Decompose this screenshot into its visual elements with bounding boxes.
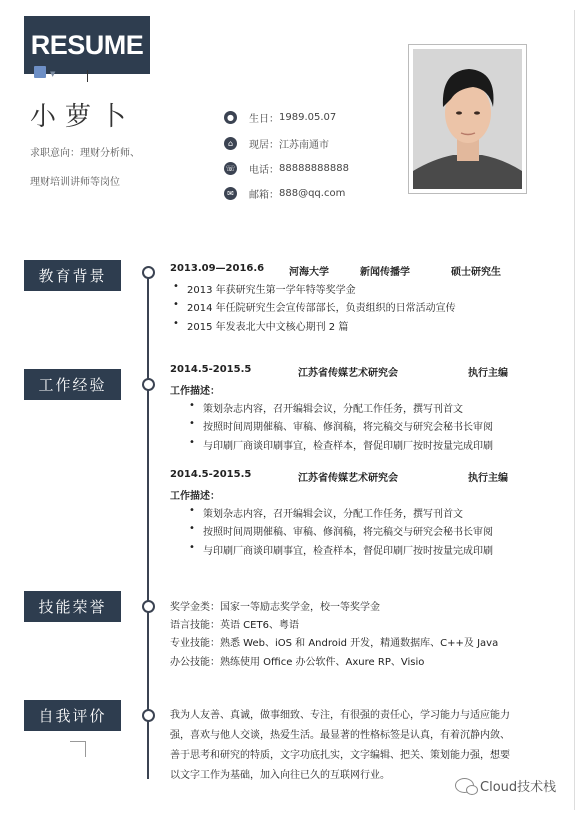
contact-value: 88888888888	[279, 162, 349, 174]
section-title: 技能荣誉	[38, 598, 107, 616]
contact-value: 1989.05.07	[279, 111, 337, 123]
skill-row	[170, 653, 424, 668]
timeline-dot	[142, 600, 155, 613]
work-org: 江苏省传媒艺术研究会	[298, 368, 398, 379]
contact-label: 现居：	[249, 139, 279, 151]
list-item: • 2014 年任院研究生会宣传部部长，负责组织的日常活动宣传	[187, 299, 456, 314]
work-desc-label: 工作描述：	[170, 491, 220, 502]
page-edge-rule	[574, 10, 575, 810]
skill-label: 办公技能：	[170, 657, 220, 668]
education-degree: 硕士研究生	[451, 267, 501, 278]
skill-row	[170, 634, 498, 649]
education-major: 新闻传播学	[360, 267, 410, 278]
text-cursor	[87, 70, 88, 82]
mail-icon: ✉	[224, 187, 237, 200]
contact-value: 江苏南通市	[279, 139, 329, 151]
section-skills-tag	[24, 591, 121, 622]
skill-value: 英语 CET6、粤语	[220, 620, 299, 631]
list-item: • 与印刷厂商谈印刷事宜，检查样本，督促印刷厂按时按量完成印刷	[203, 437, 493, 452]
timeline-dot	[142, 266, 155, 279]
education-school: 河海大学	[289, 267, 329, 278]
contact-label: 生日：	[249, 113, 279, 125]
candidate-name: 小萝卜	[30, 102, 136, 132]
list-item: • 2015 年发表北大中文核心期刊 2 篇	[187, 318, 348, 333]
margin-corner-mark	[70, 741, 86, 757]
work-org: 江苏省传媒艺术研究会	[298, 473, 398, 484]
watermark-text: Cloud技术栈	[480, 780, 557, 795]
list-item: • 策划杂志内容，召开编辑会议，分配工作任务，撰写刊首文	[203, 400, 463, 415]
work-period: 2014.5-2015.5	[170, 364, 252, 375]
job-intent-line-1: 求职意向：理财分析师、	[30, 148, 140, 159]
document-icon[interactable]	[34, 66, 46, 78]
list-item: • 按照时间周期催稿、审稿、修润稿，将完稿交与研究会秘书长审阅	[203, 418, 493, 433]
skill-value: 国家一等励志奖学金，校一等奖学金	[220, 602, 380, 613]
profile-photo	[408, 44, 527, 194]
section-title: 教育背景	[38, 267, 107, 285]
education-period: 2013.09—2016.6	[170, 263, 265, 274]
section-education-tag	[24, 260, 121, 291]
skill-row	[170, 616, 299, 631]
chevron-down-icon[interactable]: ▼	[50, 70, 56, 78]
contact-label: 电话：	[249, 164, 279, 176]
portrait-image	[413, 49, 522, 189]
contact-label: 邮箱：	[249, 189, 279, 201]
user-icon: ●	[224, 111, 237, 124]
skill-label: 语言技能：	[170, 620, 220, 631]
skill-row	[170, 598, 380, 613]
skill-value: 熟练使用 Office 办公软件、Axure RP、Visio	[220, 657, 425, 668]
skill-value: 熟悉 Web、iOS 和 Android 开发，精通数据库、C++及 Java	[220, 638, 499, 649]
work-role: 执行主编	[468, 473, 508, 484]
contact-birthday	[224, 109, 336, 125]
work-desc-label: 工作描述：	[170, 386, 220, 397]
work-period: 2014.5-2015.5	[170, 469, 252, 480]
self-evaluation-text: 我为人友善、真诚，做事细致、专注，有很强的责任心，学习能力与适应能力强，喜欢与他人交谈，热爱生活。最显著的性格标签是认真，有着沉静内敛、善于思考和研究的特质，文字功底扎实，文字编辑、把关、策划能力强，想要以文字工作为基础，加入向往已久的互联网行业。	[170, 710, 510, 781]
contact-phone	[224, 160, 349, 176]
timeline-line	[147, 271, 149, 779]
section-title: 自我评价	[38, 707, 107, 725]
contact-residence	[224, 135, 329, 151]
work-role: 执行主编	[468, 368, 508, 379]
home-icon: ⌂	[224, 137, 237, 150]
timeline-dot	[142, 378, 155, 391]
phone-icon: ☏	[225, 163, 236, 173]
section-evaluation-tag	[24, 700, 121, 731]
watermark	[455, 776, 556, 795]
section-work-tag	[24, 369, 121, 400]
job-intent-line-2: 理财培训讲师等岗位	[30, 177, 120, 188]
list-item: • 按照时间周期催稿、审稿、修润稿，将完稿交与研究会秘书长审阅	[203, 523, 493, 538]
contact-value: 888@qq.com	[279, 187, 346, 199]
skill-label: 奖学金类：	[170, 602, 220, 613]
resume-title: RESUME	[30, 29, 144, 60]
skill-label: 专业技能：	[170, 638, 220, 649]
wechat-icon	[455, 778, 474, 793]
list-item: • 与印刷厂商谈印刷事宜，检查样本，督促印刷厂按时按量完成印刷	[203, 542, 493, 557]
section-title: 工作经验	[38, 376, 107, 394]
contact-email	[224, 185, 345, 201]
timeline-dot	[142, 709, 155, 722]
list-item: • 2013 年获研究生第一学年特等奖学金	[187, 281, 356, 296]
list-item: • 策划杂志内容，召开编辑会议，分配工作任务，撰写刊首文	[203, 505, 463, 520]
